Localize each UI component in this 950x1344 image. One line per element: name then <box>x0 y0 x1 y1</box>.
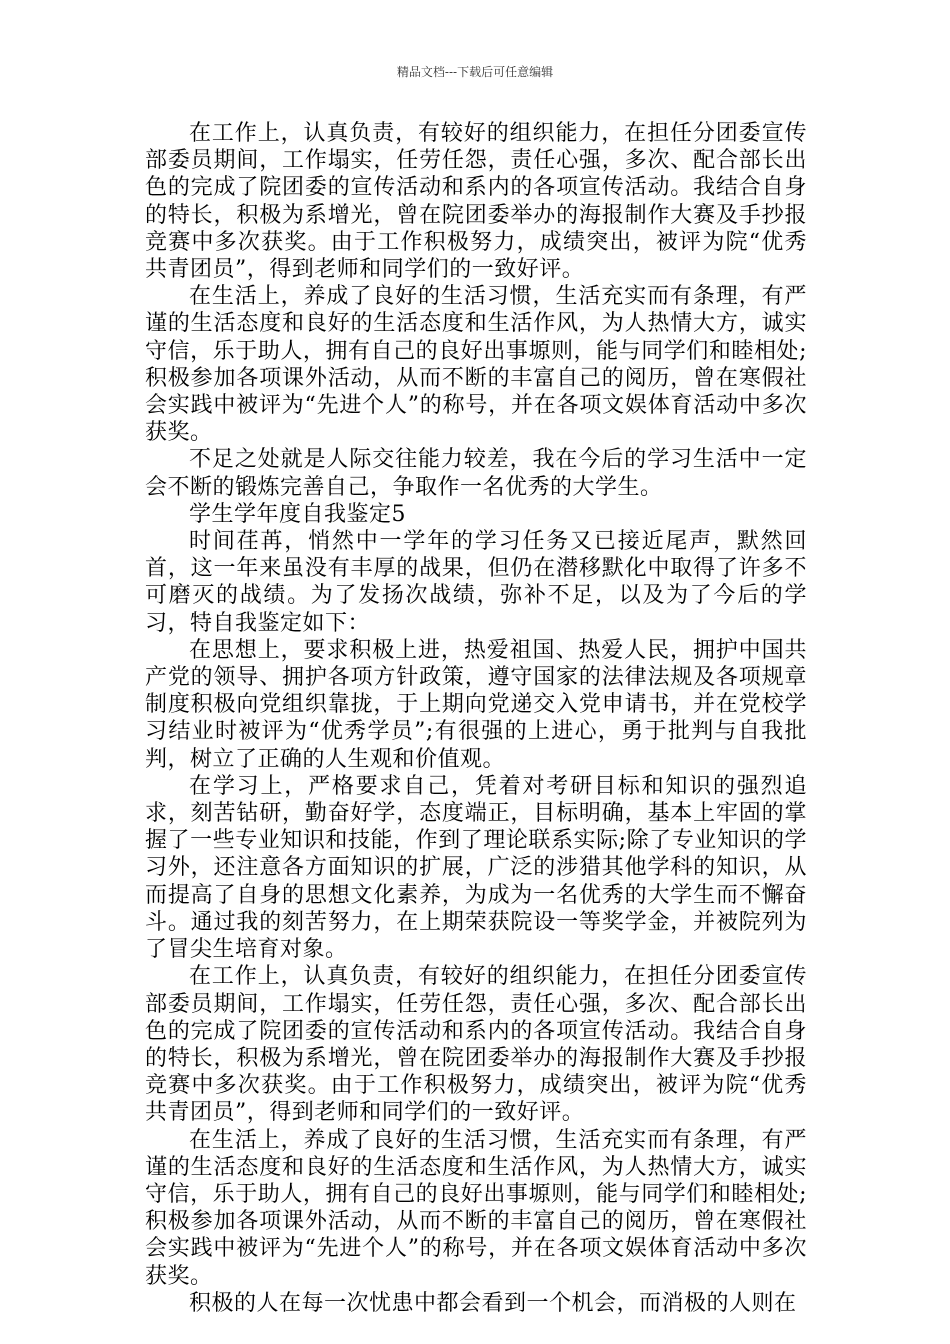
paragraph-thought: 在思想上，要求积极上进，热爱祖国、热爱人民，拥护中国共产党的领导、拥护各项方针政策，遵守国家的法律法规及各项规章制度积极向党组织靠拢，于上期向党递交入党申请书，并在党校学习结业时被评为“优秀学员”;有很强的上进心，勇于批判与自我批判，树立了正确的人生观和价值观。 <box>145 637 807 772</box>
paragraph-work-2: 在工作上，认真负责，有较好的组织能力，在担任分团委宣传部委员期间，工作塌实，任劳任怨，责任心强，多次、配合部长出色的完成了院团委的宣传活动和系内的各项宣传活动。我结合自身的特长，积极为系增光，曾在院团委举办的海报制作大赛及手抄报竞赛中多次获奖。由于工作积极努力，成绩突出，被评为院“优秀共青团员”，得到老师和同学们的一致好评。 <box>145 964 807 1126</box>
paragraph-work-1: 在工作上，认真负责，有较好的组织能力，在担任分团委宣传部委员期间，工作塌实，任劳任怨，责任心强，多次、配合部长出色的完成了院团委的宣传活动和系内的各项宣传活动。我结合自身的特长，积极为系增光，曾在院团委举办的海报制作大赛及手抄报竞赛中多次获奖。由于工作积极努力，成绩突出，被评为院“优秀共青团员”，得到老师和同学们的一致好评。 <box>145 121 807 283</box>
paragraph-life-2: 在生活上，养成了良好的生活习惯，生活充实而有条理，有严谨的生活态度和良好的生活态度和生活作风，为人热情大方，诚实守信，乐于助人，拥有自己的良好出事塬则，能与同学们和睦相处;积极参加各项课外活动，从而不断的丰富自己的阅历，曾在寒假社会实践中被评为“先进个人”的称号，并在各项文娱体育活动中多次获奖。 <box>145 1127 807 1289</box>
document-body <box>145 120 807 1317</box>
paragraph-life-1: 在生活上，养成了良好的生活习惯，生活充实而有条理，有严谨的生活态度和良好的生活态度和生活作风，为人热情大方，诚实守信，乐于助人，拥有自己的良好出事塬则，能与同学们和睦相处;积极参加各项课外活动，从而不断的丰富自己的阅历，曾在寒假社会实践中被评为“先进个人”的称号，并在各项文娱体育活动中多次获奖。 <box>145 284 807 446</box>
paragraph-shortcoming: 不足之处就是人际交往能力较差，我在今后的学习生活中一定会不断的锻炼完善自己，争取作一名优秀的大学生。 <box>145 447 807 500</box>
page-header: 精品文档---下载后可任意编辑 <box>396 65 554 79</box>
paragraph-study: 在学习上，严格要求自己，凭着对考研目标和知识的强烈追求，刻苦钻研，勤奋好学，态度端正，目标明确，基本上牢固的掌握了一些专业知识和技能，作到了理论联系实际;除了专业知识的学习外，还注意各方面知识的扩展，广泛的涉猎其他学科的知识，从而提高了自身的思想文化素养，为成为一名优秀的大学生而不懈奋斗。通过我的刻苦努力，在上期荣获院设一等奖学金，并被院列为了冒尖生培育对象。 <box>145 773 807 963</box>
section-title: 学生学年度自我鉴定5 <box>189 501 406 527</box>
paragraph-intro: 时间荏苒，悄然中一学年的学习任务又已接近尾声，默然回首，这一年来虽没有丰厚的战果，但仍在潜移默化中取得了许多不可磨灭的战绩。为了发扬次战绩，弥补不足，以及为了今后的学习，特自我鉴定如下： <box>145 529 807 636</box>
paragraph-closing: 积极的人在每一次忧患中都会看到一个机会，而消极的人则在 <box>189 1290 797 1316</box>
